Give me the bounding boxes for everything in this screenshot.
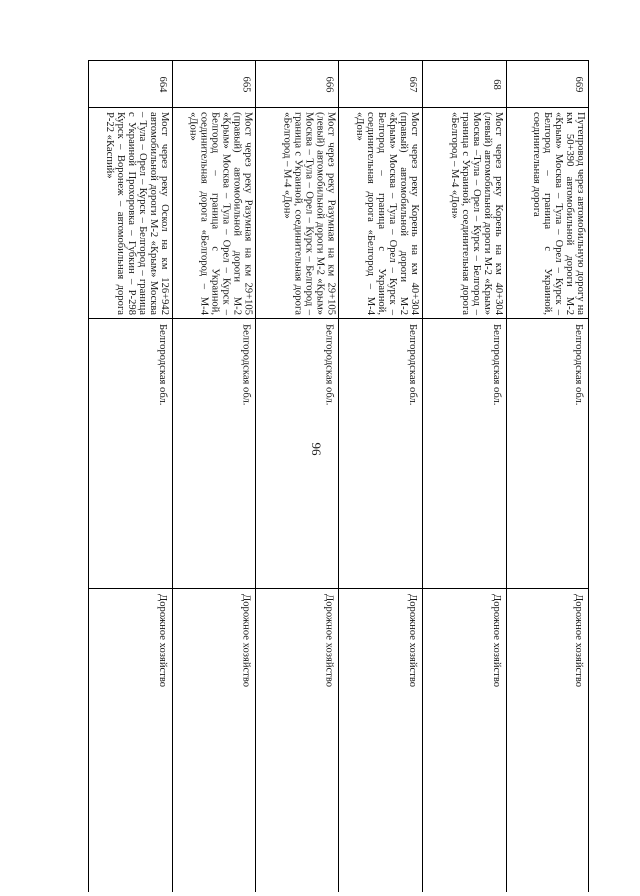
owner: Дорожное хозяйство xyxy=(491,594,502,688)
object-description: Мост через реку Корень на км 40+304 (правый) автомобильной дороги М-2 «Крым» Москва – Тула – Орел – Курск – Белгород – граница с Украиной, соединительная дорога «Белгород – М-4 «Дон» xyxy=(338,108,422,319)
page-number: 96 xyxy=(309,442,324,456)
row-number: 666 xyxy=(255,60,338,108)
table-row-wrap xyxy=(255,60,338,892)
object-description: Мост через реку Оскол на км 126+942 автомобильной дороги М-2 «Крым» Москва – Тула – Орел – Курск – Белгород – граница с Украиной Прохоровка – Губкин – Р-298 Курск – Воронеж – автомобильная дорога Р-22 «Каспий» xyxy=(88,108,172,319)
object-description: Мост через реку Разумная на км 29+105 (правый) автомобильной дороги М-2 «Крым» Москва – Тула – Орел – Курск – Белгород – граница с Украиной, соединительная дорога «Белгород – М-4 «Дон» xyxy=(172,108,255,319)
region: Белгородская обл. xyxy=(255,319,338,589)
table-row xyxy=(88,60,172,892)
region: Белгородская обл. xyxy=(506,319,588,589)
owner: Дорожное хозяйство xyxy=(157,594,168,688)
row-number: 664 xyxy=(88,60,172,108)
table-row-wrap xyxy=(88,60,172,892)
table-right-border xyxy=(588,60,589,892)
owner: Дорожное хозяйство xyxy=(407,594,418,688)
table-row xyxy=(422,60,506,892)
row-number: 665 xyxy=(172,60,255,108)
owner: Дорожное хозяйство xyxy=(323,594,334,688)
table-row xyxy=(338,60,422,892)
region: Белгородская обл. xyxy=(88,319,172,589)
object-description: Мост через реку Разумная на км 29+105 (левый) автомобильной дороги М-2 «Крым» Москва – Тула – Орел – Курск – Белгород – граница с Украиной, соединительная дорога «Белгород – М-4 «Дон» xyxy=(255,108,338,319)
owner: Дорожное хозяйство xyxy=(240,594,251,688)
table-row-wrap xyxy=(422,60,506,892)
owner: Дорожное хозяйство xyxy=(573,594,584,688)
table-row xyxy=(506,60,588,892)
table-row-wrap xyxy=(506,60,588,892)
row-number: 68 xyxy=(422,60,506,108)
region: Белгородская обл. xyxy=(172,319,255,589)
region: Белгородская обл. xyxy=(338,319,422,589)
table-row xyxy=(255,60,338,892)
table-row xyxy=(172,60,255,892)
object-description: Путепровод через автомобильную дорогу на км 50+390 автомобильной дороги М-2 «Крым» Москва – Тула – Орел – Курск – Белгород – граница с Украиной, соединительная дорога xyxy=(506,108,588,319)
table-row-wrap xyxy=(338,60,422,892)
region: Белгородская обл. xyxy=(422,319,506,589)
row-number: 669 xyxy=(506,60,588,108)
table-row-wrap xyxy=(172,60,255,892)
row-number: 667 xyxy=(338,60,422,108)
object-description: Мост через реку Корень на км 40+304 (левый) автомобильной дороги М-2 «Крым» Москва –Тула – Орел – Курск – Белгород – граница с Украиной, соединительная дорога «Белгород – М-4 «Дон» xyxy=(422,108,506,319)
